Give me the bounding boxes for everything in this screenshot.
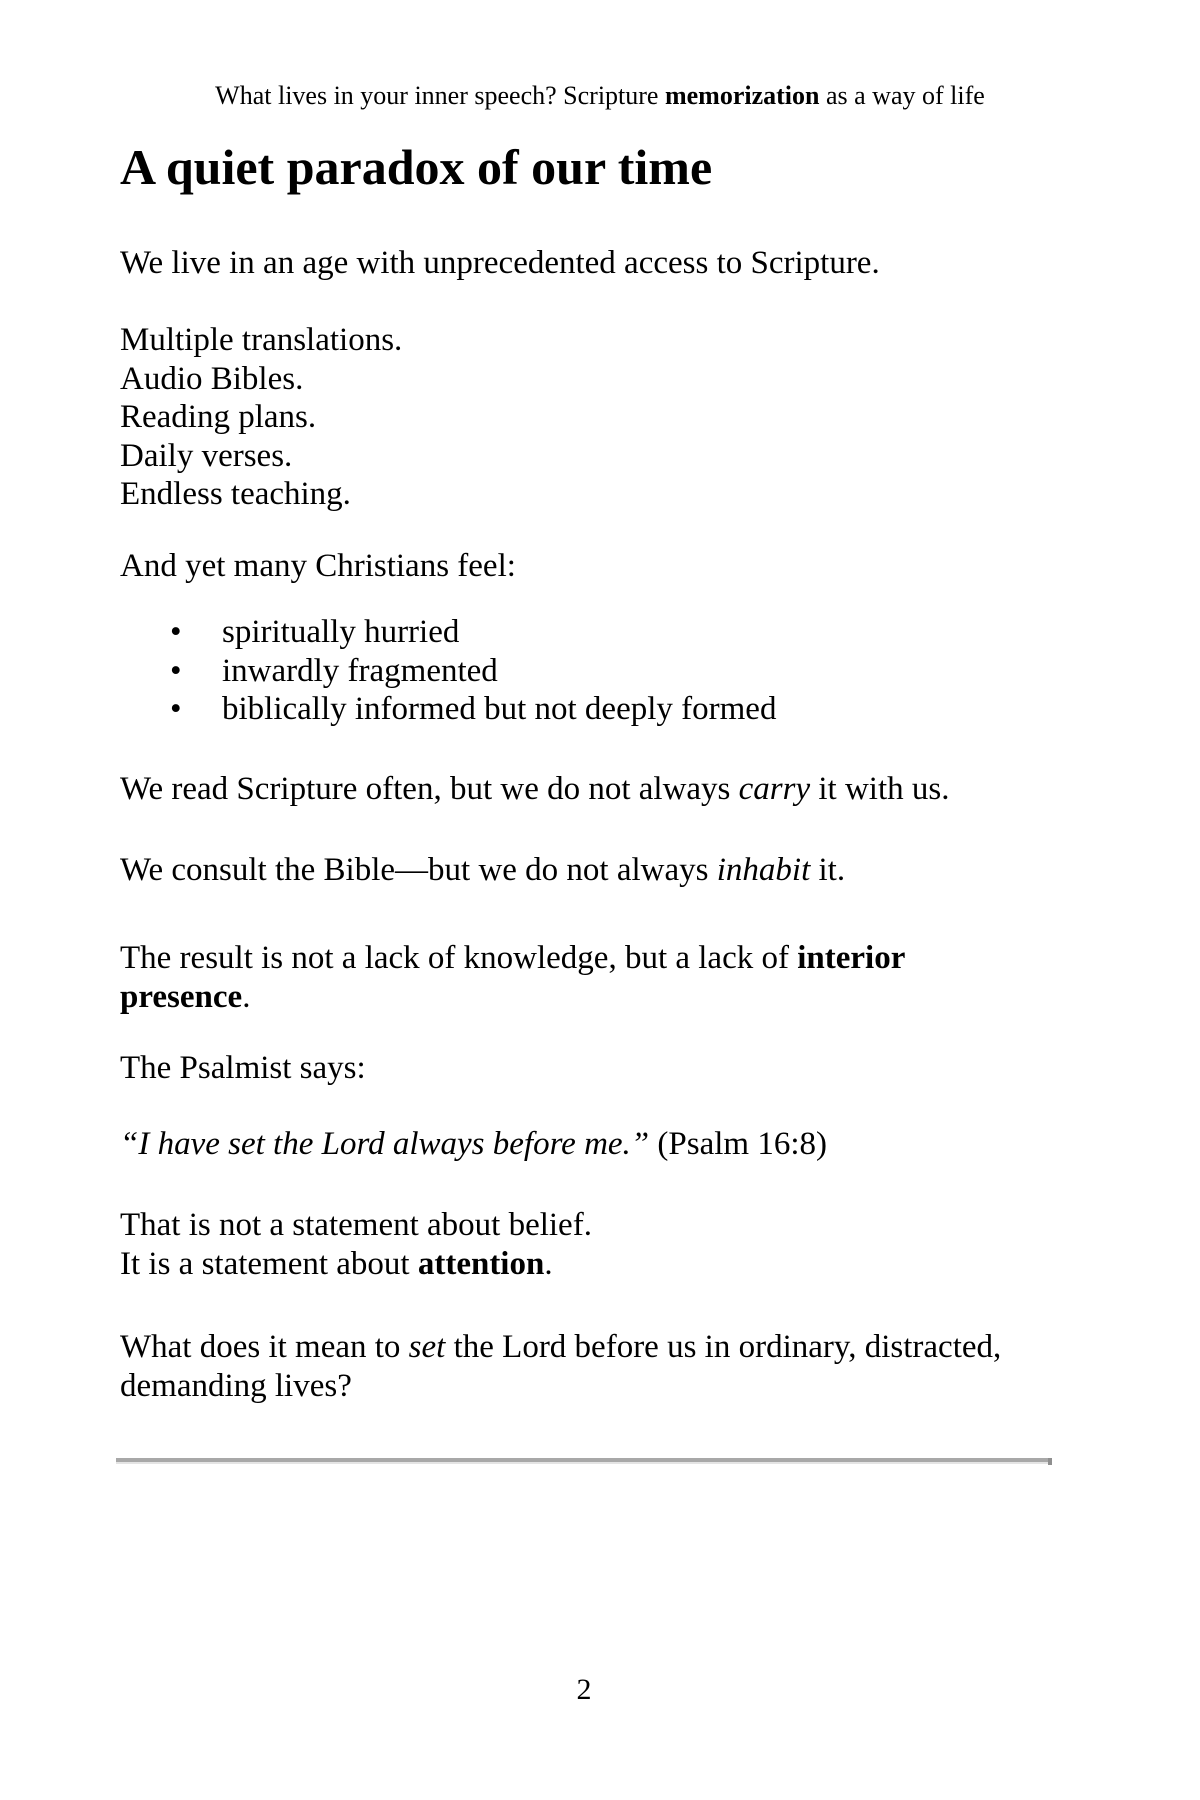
horizontal-rule — [116, 1458, 1050, 1464]
bullet-list — [120, 613, 1060, 729]
bullet-item-label: biblically informed but not deeply formed — [222, 691, 777, 728]
paragraph-question: What does it mean to set the Lord before us in ordinary, distracted, demanding lives? — [120, 1329, 1002, 1404]
page-number: 2 — [576, 1673, 592, 1706]
paragraph-carry: We read Scripture often, but we do not always carry it with us. — [120, 771, 950, 807]
paragraph-belief-attention: That is not a statement about belief. It is a statement about attention. — [120, 1207, 592, 1282]
list-item — [120, 690, 1060, 729]
paragraph-access: We live in an age with unprecedented access to Scripture. — [120, 245, 880, 281]
bullet-item-label: spiritually hurried — [222, 614, 460, 650]
paragraph-christians-feel: And yet many Christians feel: — [120, 548, 516, 584]
list-item — [120, 613, 1060, 652]
bullet-icon: • — [170, 652, 182, 689]
list-item — [120, 652, 1060, 691]
page-title: A quiet paradox of our time — [120, 139, 713, 195]
running-header: What lives in your inner speech? Scripture memorization as a way of life — [215, 81, 985, 110]
bullet-icon: • — [170, 614, 182, 650]
paragraph-inhabit: We consult the Bible—but we do not always inhabit it. — [120, 852, 846, 888]
paragraph-quote: “I have set the Lord always before me.” (Psalm 16:8) — [120, 1126, 827, 1162]
horizontal-rule-endcap — [1048, 1458, 1052, 1465]
bullet-icon: • — [170, 691, 182, 728]
paragraph-resources: Multiple translations. Audio Bibles. Reading plans. Daily verses. Endless teaching. — [120, 322, 403, 513]
paragraph-interior-presence: The result is not a lack of knowledge, but a lack of interior presence. — [120, 940, 906, 1015]
bullet-item-label: inwardly fragmented — [222, 652, 498, 689]
paragraph-psalmist: The Psalmist says: — [120, 1050, 366, 1086]
